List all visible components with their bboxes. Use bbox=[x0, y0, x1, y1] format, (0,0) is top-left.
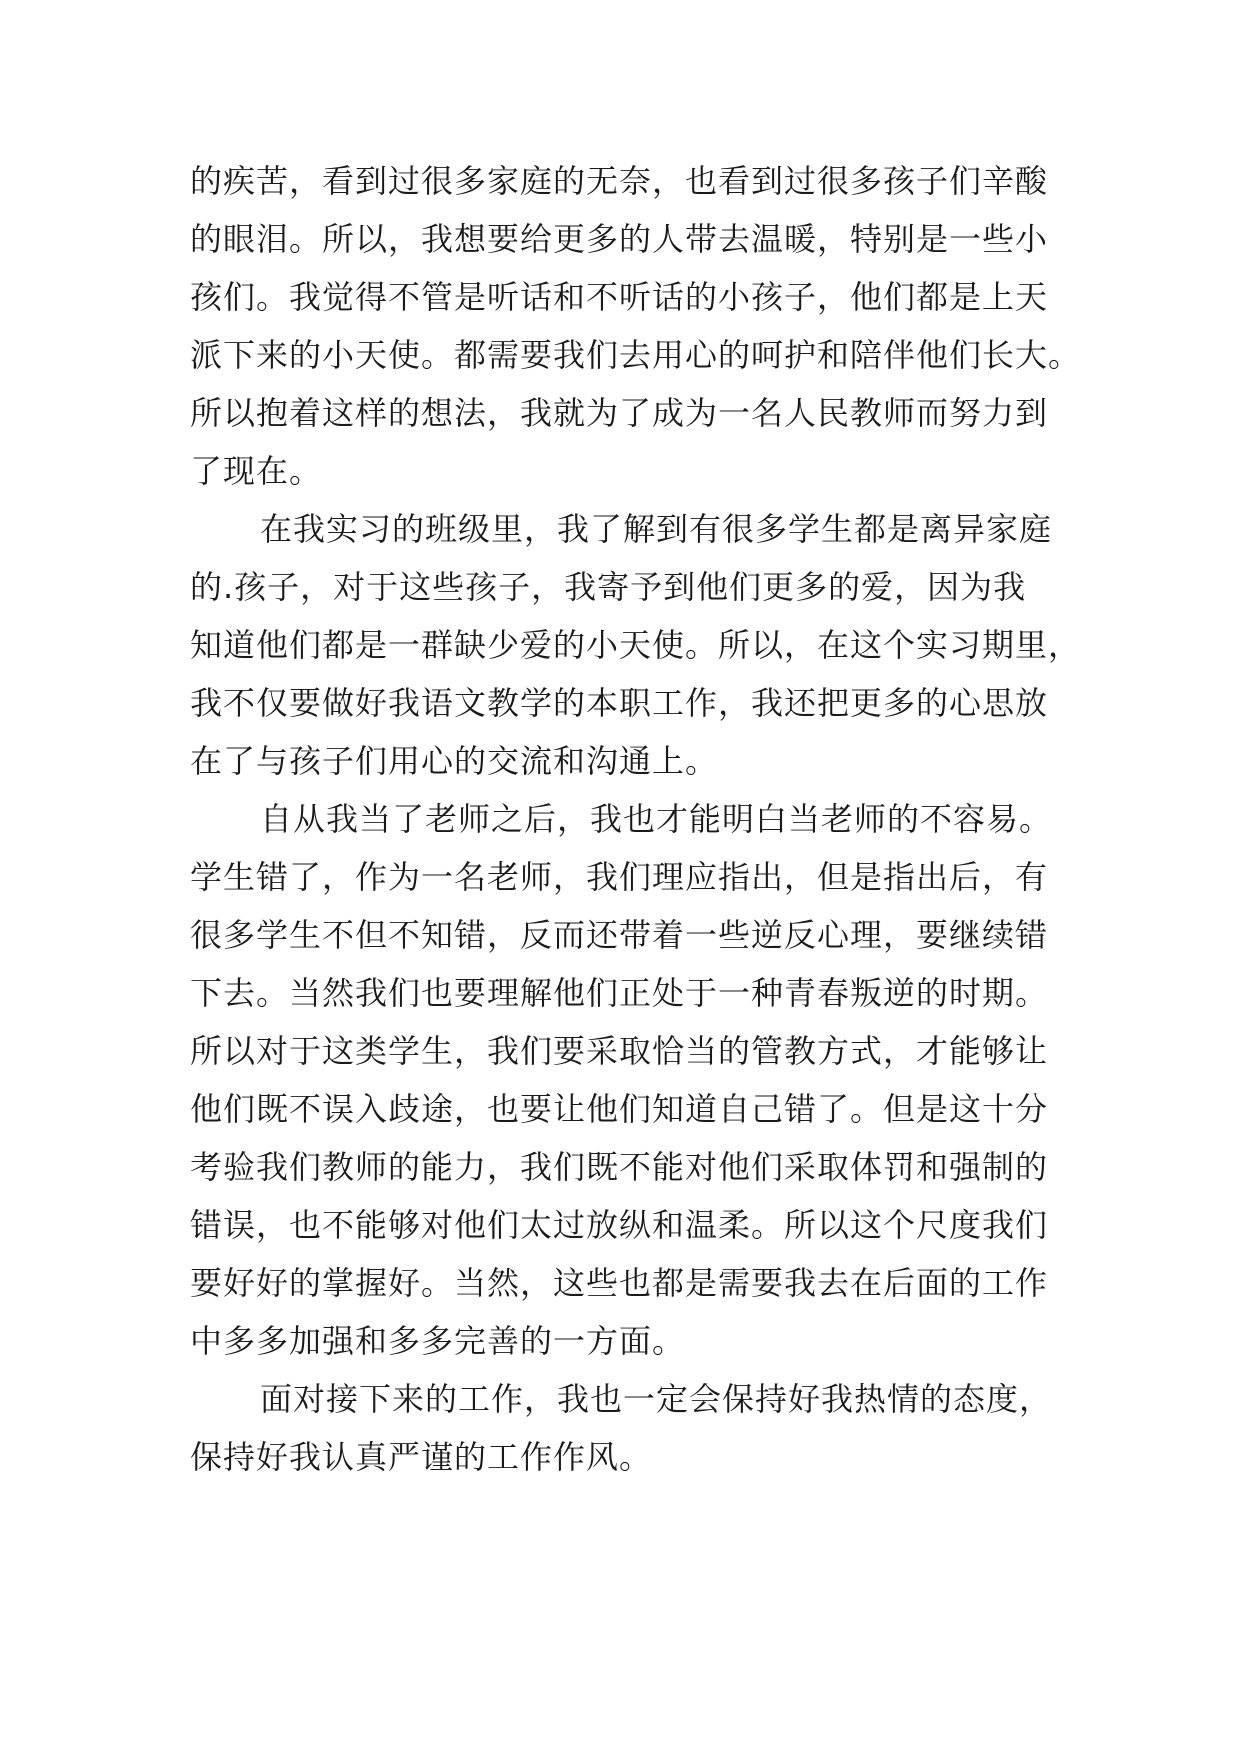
text-line: 所以对于这类学生，我们要采取恰当的管教方式，才能够让 bbox=[190, 1032, 1049, 1070]
text-line: 的.孩子，对于这些孩子，我寄予到他们更多的爱，因为我 bbox=[190, 568, 1027, 606]
text-line: 派下来的小天使。都需要我们去用心的呵护和陪伴他们长大。 bbox=[190, 336, 1082, 374]
text-line: 所以抱着这样的想法，我就为了成为一名人民教师而努力到 bbox=[190, 394, 1049, 432]
paragraph-start-line: 自从我当了老师之后，我也才能明白当老师的不容易。 bbox=[260, 800, 1053, 838]
text-line: 他们既不误入歧途，也要让他们知道自己错了。但是这十分 bbox=[190, 1090, 1049, 1128]
text-line: 错误，也不能够对他们太过放纵和温柔。所以这个尺度我们 bbox=[190, 1206, 1049, 1244]
text-line: 要好好的掌握好。当然，这些也都是需要我去在后面的工作 bbox=[190, 1264, 1049, 1302]
text-line: 很多学生不但不知错，反而还带着一些逆反心理，要继续错 bbox=[190, 916, 1049, 954]
text-line: 我不仅要做好我语文教学的本职工作，我还把更多的心思放 bbox=[190, 684, 1049, 722]
text-line: 知道他们都是一群缺少爱的小天使。所以，在这个实习期里， bbox=[190, 626, 1082, 664]
paragraph-start-line: 在我实习的班级里，我了解到有很多学生都是离异家庭 bbox=[260, 510, 1053, 548]
text-line: 孩们。我觉得不管是听话和不听话的小孩子，他们都是上天 bbox=[190, 278, 1049, 316]
text-line: 保持好我认真严谨的工作作风。 bbox=[190, 1438, 653, 1476]
text-line: 在了与孩子们用心的交流和沟通上。 bbox=[190, 742, 719, 780]
text-line: 的眼泪。所以，我想要给更多的人带去温暖，特别是一些小 bbox=[190, 220, 1049, 258]
text-line: 中多多加强和多多完善的一方面。 bbox=[190, 1322, 686, 1360]
text-line: 了现在。 bbox=[190, 452, 323, 490]
text-line: 下去。当然我们也要理解他们正处于一种青春叛逆的时期。 bbox=[190, 974, 1049, 1012]
text-line: 学生错了，作为一名老师，我们理应指出，但是指出后，有 bbox=[190, 858, 1049, 896]
paragraph-start-line: 面对接下来的工作，我也一定会保持好我热情的态度， bbox=[260, 1380, 1053, 1418]
text-line: 考验我们教师的能力，我们既不能对他们采取体罚和强制的 bbox=[190, 1148, 1049, 1186]
text-line: 的疾苦，看到过很多家庭的无奈，也看到过很多孩子们辛酸 bbox=[190, 162, 1049, 200]
